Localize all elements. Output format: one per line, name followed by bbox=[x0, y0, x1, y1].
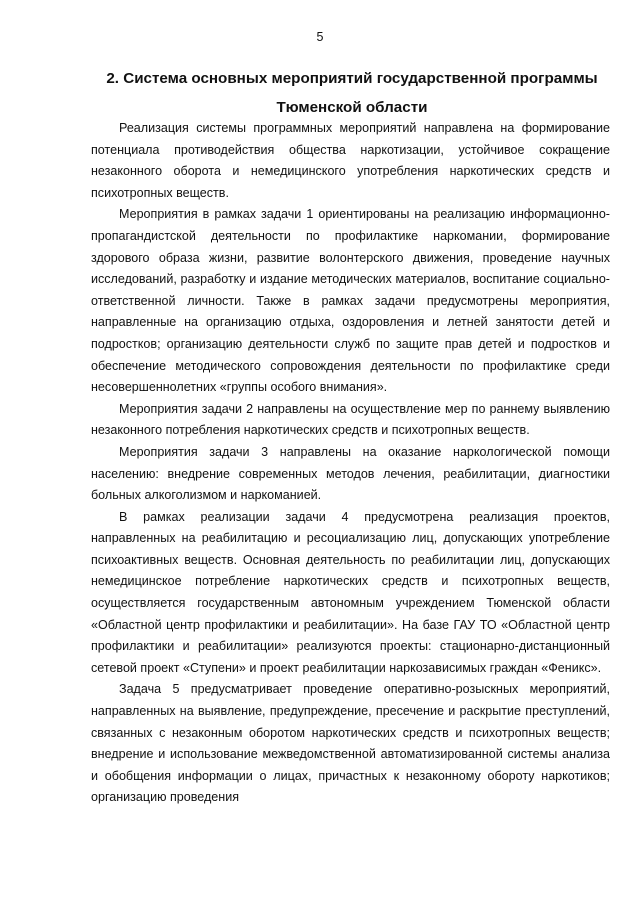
paragraph: Задача 5 предусматривает проведение оперативно-розыскных мероприятий, направленных на выявление, предупреждение, пресечение и раскрытие преступлений, связанных с незаконным оборотом наркотических средств и психотропных веществ; внедрение и использование межведомственной автоматизированной системы анализа и обобщения информации о лицах, причастных к незаконному обороту наркотиков; организацию проведения bbox=[91, 682, 610, 805]
paragraph: Мероприятия задачи 3 направлены на оказание наркологической помощи населению: внедрение современных методов лечения, реабилитации, диагностики больных алкоголизмом и наркоманией. bbox=[91, 444, 610, 503]
page-number: 5 bbox=[316, 30, 324, 44]
paragraph: Реализация системы программных мероприятий направлена на формирование потенциала противодействия общества наркотизации, устойчивое сокращение незаконного оборота и немедицинского употребления наркотических средств и психотропных веществ. bbox=[91, 121, 610, 200]
section-heading: 2. Система основных мероприятий государственной программы Тюменской области bbox=[106, 70, 598, 116]
body-text bbox=[91, 118, 610, 809]
paragraph: В рамках реализации задачи 4 предусмотрена реализация проектов, направленных на реабилитацию и ресоциализацию лиц, допускающих употребление психоактивных веществ. Основная деятельность по реабилитации лиц, допускающих немедицинское потребление наркотических средств и психотропных веществ, осуществляется государственным автономным учреждением Тюменской области «Областной центр профилактики и реабилитации». На базе ГАУ ТО «Областной центр профилактики и реабилитации» реализуются проекты: стационарно-дистанционный сетевой проект «Ступени» и проект реабилитации наркозависимых граждан «Феникс». bbox=[91, 509, 610, 675]
paragraph: Мероприятия в рамках задачи 1 ориентированы на реализацию информационно-пропагандистской деятельности по профилактике наркомании, формирование здорового образа жизни, развитие волонтерского движения, проведение научных исследований, разработку и издание методических материалов, воспитание социально-ответственной личности. Также в рамках задачи предусмотрены мероприятия, направленные на организацию отдыха, оздоровления и летней занятости детей и подростков; организацию деятельности служб по защите прав детей и подростков и обеспечение методического сопровождения деятельности по профилактике среди несовершеннолетних «группы особого внимания». bbox=[91, 207, 610, 395]
paragraph: Мероприятия задачи 2 направлены на осуществление мер по раннему выявлению незаконного потребления наркотических средств и психотропных веществ. bbox=[91, 401, 610, 438]
